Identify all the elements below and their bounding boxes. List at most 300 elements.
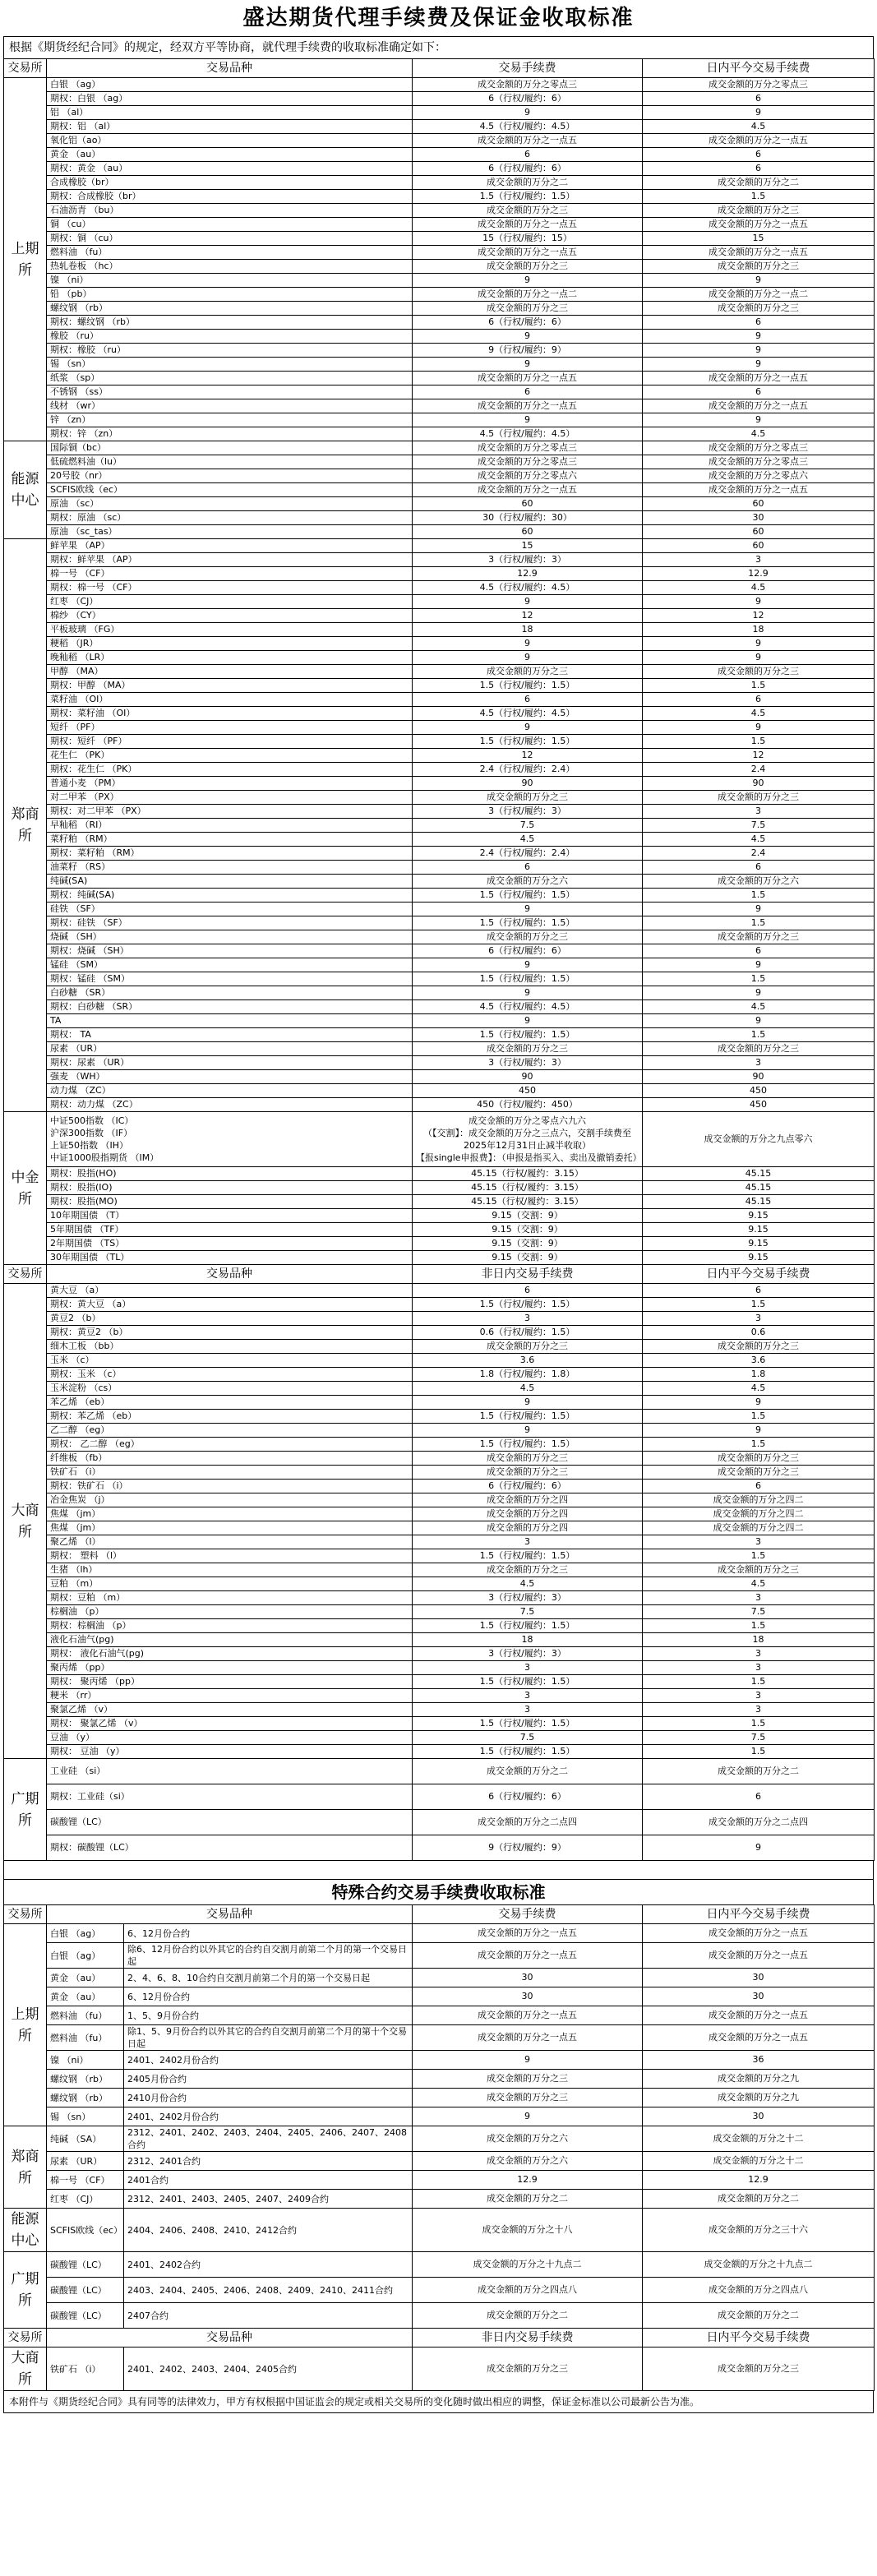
intraday-fee-cell: 成交金额的万分之三	[643, 302, 875, 316]
intraday-fee-cell: 成交金额的万分之一点五	[643, 1924, 875, 1943]
table-row	[4, 246, 875, 260]
table-row	[4, 455, 875, 469]
product-cell: 短纤 （PF）	[47, 721, 413, 735]
fee-cell: 7.5	[413, 1731, 643, 1745]
fee-cell: 3（行权/履约：3）	[413, 1647, 643, 1661]
table-row	[4, 1810, 875, 1835]
fee-cell: 60	[413, 497, 643, 511]
fee-cell: 2.4（行权/履约：2.4）	[413, 763, 643, 777]
fee-cell: 9	[413, 2107, 643, 2126]
table-row	[4, 665, 875, 679]
fee-cell: 成交金额的万分之六	[413, 2152, 643, 2171]
intraday-fee-cell: 成交金额的万分之六	[643, 875, 875, 889]
fee-cell: 成交金额的万分之三	[413, 2347, 643, 2391]
fee-cell: 9	[413, 106, 643, 120]
table-row	[4, 1251, 875, 1265]
exchange-cell: 中金所	[4, 1112, 47, 1265]
product-cell: 期权： 乙二醇 （eg）	[47, 1438, 413, 1452]
fee-cell: 6（行权/履约：6）	[413, 316, 643, 330]
table-row	[4, 972, 875, 986]
intraday-fee-cell: 成交金额的万分之一点五	[643, 246, 875, 260]
contract-cell: 1、5、9月份合约	[124, 2006, 413, 2025]
intraday-fee-cell: 9	[643, 413, 875, 427]
intraday-fee-cell: 4.5	[643, 1000, 875, 1014]
fee-cell: 9	[413, 413, 643, 427]
intraday-fee-cell: 成交金额的万分之零点六	[643, 469, 875, 483]
header-product: 交易品种	[47, 1905, 413, 1924]
fee-cell: 1.5（行权/履约：1.5）	[413, 679, 643, 693]
table-subheader-row	[4, 1265, 875, 1284]
special-row	[4, 2006, 875, 2025]
intraday-fee-cell: 成交金额的万分之一点五	[643, 2006, 875, 2025]
table-row	[4, 1619, 875, 1633]
product-cell: 黄大豆 （a）	[47, 1284, 413, 1298]
special-row	[4, 2126, 875, 2152]
product-cell: 黄金 （au）	[47, 148, 413, 162]
table-row	[4, 1209, 875, 1223]
product-cell: 期权：尿素 （UR）	[47, 1056, 413, 1070]
product-cell: 期权：短纤 （PF）	[47, 735, 413, 749]
footer-note: 本附件与《期货经纪合同》具有同等的法律效力，甲方有权根据中国证监会的规定或相关交易所的变化随时做出相应的调整，保证金标准以公司最新公告为准。	[3, 2391, 874, 2413]
intraday-fee-cell: 1.5	[643, 1619, 875, 1633]
fee-cell: 3.6	[413, 1354, 643, 1368]
intraday-fee-cell: 6	[643, 316, 875, 330]
intraday-fee-cell: 成交金额的万分之三	[643, 2347, 875, 2391]
fee-cell: 6	[413, 693, 643, 707]
product-cell: 期权：棉一号 （CF）	[47, 581, 413, 595]
product-cell: 冶金焦炭 （j）	[47, 1493, 413, 1507]
product-cell: 期权：铜 （cu）	[47, 232, 413, 246]
intraday-fee-cell: 成交金额的万分之四二	[643, 1507, 875, 1521]
product-cell	[47, 1112, 413, 1167]
table-row	[4, 483, 875, 497]
intraday-fee-cell: 6	[643, 1480, 875, 1493]
table-row	[4, 833, 875, 847]
product-cell: 玉米淀粉 （cs）	[47, 1382, 413, 1396]
contract-cell: 2401、2402月份合约	[124, 2051, 413, 2070]
fee-cell: 90	[413, 1070, 643, 1084]
fee-cell: 45.15（行权/履约：3.15）	[413, 1167, 643, 1181]
product-cell: 螺纹钢 （rb）	[47, 302, 413, 316]
fee-cell: 成交金额的万分之三	[413, 665, 643, 679]
product-cell: 碳酸锂（LC）	[47, 1810, 413, 1835]
product-cell: 2年期国债 （TS）	[47, 1237, 413, 1251]
intraday-fee-cell: 30	[643, 1969, 875, 1987]
table-row	[4, 847, 875, 861]
table-row	[4, 525, 875, 539]
product-cell: 期权：铁矿石 （i）	[47, 1480, 413, 1493]
special-row	[4, 2303, 875, 2329]
fee-cell: 成交金额的万分之零点三	[413, 455, 643, 469]
special-row	[4, 2152, 875, 2171]
product-cell: 纯碱(SA)	[47, 875, 413, 889]
intraday-fee-cell: 成交金额的万分之十二	[643, 2152, 875, 2171]
fee-cell: 9.15（交割：9）	[413, 1209, 643, 1223]
product-cell: 油菜籽 （RS）	[47, 861, 413, 875]
table-row	[4, 288, 875, 302]
table-row	[4, 1521, 875, 1535]
product-line: 中证1000股指期货 （IM）	[50, 1152, 159, 1163]
table-row	[4, 1784, 875, 1810]
special-row	[4, 2252, 875, 2278]
exchange-cell: 广期所	[4, 1759, 47, 1861]
intraday-fee-cell: 4.5	[643, 427, 875, 441]
product-cell: 铜 （cu）	[47, 218, 413, 232]
product-cell: 期权： 聚氯乙烯 （v）	[47, 1717, 413, 1731]
special-row	[4, 2171, 875, 2190]
intraday-fee-cell: 36	[643, 2051, 875, 2070]
table-row	[4, 930, 875, 944]
product-cell: 期权：玉米 （c）	[47, 1368, 413, 1382]
header-product: 交易品种	[47, 2329, 413, 2347]
table-row	[4, 986, 875, 1000]
intraday-fee-cell: 3	[643, 1689, 875, 1703]
table-row	[4, 721, 875, 735]
product-cell: 期权：锰硅 （SM）	[47, 972, 413, 986]
fee-cell: 30	[413, 1969, 643, 1987]
fee-cell: 9	[413, 637, 643, 651]
intraday-fee-cell: 3	[643, 1056, 875, 1070]
table-row	[4, 78, 875, 92]
intraday-fee-cell: 成交金额的万分之二	[643, 176, 875, 190]
intraday-fee-cell: 45.15	[643, 1181, 875, 1195]
fee-cell: 9.15（交割：9）	[413, 1237, 643, 1251]
table-row	[4, 1633, 875, 1647]
fee-cell: 9	[413, 1424, 643, 1438]
table-row	[4, 302, 875, 316]
product-cell: 20号胶（nr）	[47, 469, 413, 483]
header-intraday: 日内平今交易手续费	[643, 59, 875, 78]
special-subheader-row	[4, 2329, 875, 2347]
product-cell: 期权：甲醇 （MA）	[47, 679, 413, 693]
intraday-fee-cell: 30	[643, 511, 875, 525]
exchange-cell: 郑商所	[4, 2126, 47, 2209]
product-cell: 聚乙烯 （l）	[47, 1535, 413, 1549]
table-row	[4, 1098, 875, 1112]
intraday-fee-cell: 成交金额的万分之三	[643, 930, 875, 944]
product-cell: 棉纱 （CY）	[47, 609, 413, 623]
special-row	[4, 2051, 875, 2070]
table-row	[4, 581, 875, 595]
product-cell: 期权： 塑料 （l）	[47, 1549, 413, 1563]
product-cell: 铅 （pb）	[47, 288, 413, 302]
intraday-fee-cell: 成交金额的万分之三	[643, 260, 875, 274]
table-row	[4, 204, 875, 218]
table-row	[4, 805, 875, 819]
product-cell: 碳酸锂（LC）	[47, 2303, 124, 2329]
header-intraday: 日内平今交易手续费	[643, 1265, 875, 1284]
fee-cell: 成交金额的万分之四点八	[413, 2278, 643, 2303]
product-cell: 5年期国债 （TF）	[47, 1223, 413, 1237]
fee-cell: 成交金额的万分之二	[413, 2303, 643, 2329]
product-cell: 烧碱 （SH）	[47, 930, 413, 944]
table-row	[4, 1731, 875, 1745]
product-cell: 甲醇 （MA）	[47, 665, 413, 679]
fee-cell: 9	[413, 2051, 643, 2070]
product-cell: 期权：花生仁 （PK）	[47, 763, 413, 777]
fee-cell: 0.6（行权/履约：1.5）	[413, 1326, 643, 1340]
product-cell: 锡 （sn）	[47, 358, 413, 372]
fee-cell: 成交金额的万分之零点三	[413, 441, 643, 455]
contract-cell: 2403、2404、2405、2406、2408、2409、2410、2411合约	[124, 2278, 413, 2303]
intraday-fee-cell: 9	[643, 106, 875, 120]
intraday-fee-cell: 9	[643, 651, 875, 665]
table-row	[4, 1493, 875, 1507]
intraday-fee-cell: 60	[643, 539, 875, 553]
table-row	[4, 889, 875, 903]
intraday-fee-cell: 450	[643, 1084, 875, 1098]
product-cell: 强麦 （WH）	[47, 1070, 413, 1084]
intraday-fee-cell: 1.5	[643, 1410, 875, 1424]
product-cell: 纯碱 （SA）	[47, 2126, 124, 2152]
fee-cell: 成交金额的万分之十九点二	[413, 2252, 643, 2278]
fee-cell: 成交金额的万分之四	[413, 1493, 643, 1507]
product-cell: 尿素 （UR）	[47, 1042, 413, 1056]
product-cell: 螺纹钢 （rb）	[47, 2089, 124, 2107]
intraday-fee-cell: 9	[643, 358, 875, 372]
header-exchange: 交易所	[4, 1905, 47, 1924]
product-cell: 粳米 （rr）	[47, 1689, 413, 1703]
fee-cell: 成交金额的万分之六	[413, 875, 643, 889]
table-row	[4, 497, 875, 511]
product-cell: 棉一号 （CF）	[47, 567, 413, 581]
intraday-fee-cell: 9.15	[643, 1237, 875, 1251]
table-row	[4, 120, 875, 134]
product-cell: 30年期国债 （TL）	[47, 1251, 413, 1265]
product-cell: 白银 （ag）	[47, 1943, 124, 1969]
table-row	[4, 427, 875, 441]
product-cell: 工业硅 （si）	[47, 1759, 413, 1784]
contract-cell: 2405月份合约	[124, 2070, 413, 2089]
table-row	[4, 344, 875, 358]
intraday-fee-cell: 60	[643, 497, 875, 511]
product-cell: 锌 （zn）	[47, 413, 413, 427]
table-row	[4, 1112, 875, 1167]
intraday-fee-cell: 成交金额的万分之三	[643, 1563, 875, 1577]
fee-cell: 4.5	[413, 833, 643, 847]
page-title: 盛达期货代理手续费及保证金收取标准	[242, 6, 635, 30]
table-row	[4, 1410, 875, 1424]
product-cell: 期权：股指(IO)	[47, 1181, 413, 1195]
product-cell: 碳酸锂（LC）	[47, 2278, 124, 2303]
product-cell: 期权： TA	[47, 1028, 413, 1042]
table-row	[4, 1070, 875, 1084]
intraday-fee-cell: 12	[643, 609, 875, 623]
intraday-fee-cell: 成交金额的万分之四点八	[643, 2278, 875, 2303]
fee-cell: 成交金额的万分之三	[413, 204, 643, 218]
product-cell: 对二甲苯 （PX）	[47, 791, 413, 805]
product-cell: 硅铁 （SF）	[47, 903, 413, 916]
table-row	[4, 791, 875, 805]
table-row	[4, 148, 875, 162]
intraday-fee-cell: 4.5	[643, 1382, 875, 1396]
product-cell: 锰硅 （SM）	[47, 958, 413, 972]
fee-cell: 9	[413, 721, 643, 735]
product-cell: 镍 （ni）	[47, 2051, 124, 2070]
header-exchange: 交易所	[4, 1265, 47, 1284]
special-row	[4, 2278, 875, 2303]
table-row	[4, 1056, 875, 1070]
fee-cell: 9	[413, 958, 643, 972]
intraday-fee-cell: 9	[643, 637, 875, 651]
product-cell: 期权：黄金 （au）	[47, 162, 413, 176]
fee-cell: 成交金额的万分之三	[413, 1042, 643, 1056]
table-header-row	[4, 59, 875, 78]
table-row	[4, 1438, 875, 1452]
intraday-fee-cell: 1.5	[643, 916, 875, 930]
fee-cell: 成交金额的万分之零点六	[413, 469, 643, 483]
product-cell: 尿素 （UR）	[47, 2152, 124, 2171]
intraday-fee-cell: 4.5	[643, 833, 875, 847]
intraday-fee-cell: 0.6	[643, 1326, 875, 1340]
fee-cell: 1.5（行权/履约：1.5）	[413, 190, 643, 204]
product-cell: 原油 （sc）	[47, 497, 413, 511]
intraday-fee-cell: 9	[643, 1396, 875, 1410]
intraday-fee-cell: 成交金额的万分之二	[643, 2303, 875, 2329]
table-row	[4, 1312, 875, 1326]
fee-cell: 成交金额的万分之三	[413, 302, 643, 316]
fee-cell: 450（行权/履约：450）	[413, 1098, 643, 1112]
intraday-fee-cell: 7.5	[643, 1731, 875, 1745]
intraday-fee-cell: 成交金额的万分之一点五	[643, 218, 875, 232]
fee-cell: 9	[413, 651, 643, 665]
table-row	[4, 609, 875, 623]
product-cell: 苯乙烯 （eb）	[47, 1396, 413, 1410]
intraday-fee-cell: 3	[643, 805, 875, 819]
product-cell: 晚籼稻 （LR）	[47, 651, 413, 665]
intraday-fee-cell: 3	[643, 1647, 875, 1661]
table-row	[4, 819, 875, 833]
intraday-fee-cell: 9.15	[643, 1209, 875, 1223]
fee-cell: 成交金额的万分之三	[413, 2070, 643, 2089]
intraday-fee-cell: 成交金额的万分之三	[643, 1466, 875, 1480]
product-cell: 平板玻璃 （FG）	[47, 623, 413, 637]
intraday-fee-cell: 9.15	[643, 1223, 875, 1237]
fee-cell: 6（行权/履约：6）	[413, 944, 643, 958]
intraday-fee-cell: 60	[643, 525, 875, 539]
table-row	[4, 1167, 875, 1181]
table-row	[4, 875, 875, 889]
fee-cell: 1.5（行权/履约：1.5）	[413, 1028, 643, 1042]
intraday-fee-cell: 成交金额的万分之十九点二	[643, 2252, 875, 2278]
fee-cell: 成交金额的万分之一点五	[413, 2025, 643, 2051]
intraday-fee-cell: 1.8	[643, 1368, 875, 1382]
intraday-fee-cell: 成交金额的万分之九	[643, 2089, 875, 2107]
fee-cell: 1.5（行权/履约：1.5）	[413, 889, 643, 903]
product-cell: 期权：工业硅（si）	[47, 1784, 413, 1810]
fee-cell: 成交金额的万分之一点五	[413, 218, 643, 232]
fee-cell: 1.5（行权/履约：1.5）	[413, 1438, 643, 1452]
table-row	[4, 944, 875, 958]
table-row	[4, 1759, 875, 1784]
table-row	[4, 567, 875, 581]
table-row	[4, 1535, 875, 1549]
header-intraday: 日内平今交易手续费	[643, 2329, 875, 2347]
special-row	[4, 2347, 875, 2391]
product-cell: 期权： 豆油 （y）	[47, 1745, 413, 1759]
product-cell: 燃料油 （fu）	[47, 246, 413, 260]
table-row	[4, 693, 875, 707]
fee-cell: 成交金额的万分之六	[413, 2126, 643, 2152]
fee-cell: 6	[413, 861, 643, 875]
fee-cell: 1.5（行权/履约：1.5）	[413, 1410, 643, 1424]
fee-cell: 成交金额的万分之一点五	[413, 399, 643, 413]
intraday-fee-cell: 成交金额的万分之二	[643, 1759, 875, 1784]
fee-cell: 成交金额的万分之四	[413, 1507, 643, 1521]
fee-cell: 4.5	[413, 1577, 643, 1591]
intraday-fee-cell: 成交金额的万分之一点五	[643, 399, 875, 413]
special-fee-table	[3, 1904, 875, 2391]
exchange-cell: 郑商所	[4, 539, 47, 1112]
intraday-fee-cell: 9	[643, 344, 875, 358]
table-row	[4, 1000, 875, 1014]
product-cell: 期权： 聚丙烯 （pp）	[47, 1675, 413, 1689]
fee-cell: 7.5	[413, 1605, 643, 1619]
special-row	[4, 1969, 875, 1987]
intraday-fee-cell: 成交金额的万分之三	[643, 1042, 875, 1056]
product-cell: 普通小麦 （PM）	[47, 777, 413, 791]
table-row	[4, 1368, 875, 1382]
fee-cell: 9.15（交割：9）	[413, 1223, 643, 1237]
intraday-fee-cell: 450	[643, 1098, 875, 1112]
fee-cell: 成交金额的万分之四	[413, 1521, 643, 1535]
contract-cell: 2404、2406、2408、2410、2412合约	[124, 2209, 413, 2252]
intraday-fee-cell: 3.6	[643, 1354, 875, 1368]
fee-cell: 3	[413, 1535, 643, 1549]
intraday-fee-cell: 成交金额的万分之十二	[643, 2126, 875, 2152]
intraday-fee-cell: 成交金额的万分之二点四	[643, 1810, 875, 1835]
product-cell: 低硫燃料油（lu）	[47, 455, 413, 469]
contract-cell: 6、12月份合约	[124, 1924, 413, 1943]
fee-cell: 成交金额的万分之一点五	[413, 483, 643, 497]
special-row	[4, 2209, 875, 2252]
table-row	[4, 134, 875, 148]
table-row	[4, 1745, 875, 1759]
table-row	[4, 1340, 875, 1354]
fee-cell: 4.5	[413, 1382, 643, 1396]
table-row	[4, 92, 875, 106]
fee-cell: 成交金额的万分之十八	[413, 2209, 643, 2252]
product-cell: 期权：苯乙烯 （eb）	[47, 1410, 413, 1424]
special-row	[4, 2070, 875, 2089]
intraday-fee-cell: 3	[643, 1703, 875, 1717]
table-row	[4, 399, 875, 413]
contract-cell: 6、12月份合约	[124, 1987, 413, 2006]
intraday-fee-cell: 1.5	[643, 972, 875, 986]
fee-cell: 成交金额的万分之二点四	[413, 1810, 643, 1835]
table-row	[4, 1661, 875, 1675]
intraday-fee-cell: 成交金额的万分之四二	[643, 1493, 875, 1507]
product-cell: 铝 （al）	[47, 106, 413, 120]
fee-cell: 18	[413, 1633, 643, 1647]
product-cell: 期权：股指(MO)	[47, 1195, 413, 1209]
product-cell: 期权：硅铁 （SF）	[47, 916, 413, 930]
fee-cell: 4.5（行权/履约：4.5）	[413, 581, 643, 595]
fee-cell: 12	[413, 749, 643, 763]
special-row	[4, 1924, 875, 1943]
intraday-fee-cell: 9	[643, 595, 875, 609]
contract-cell: 2401、2402合约	[124, 2252, 413, 2278]
table-row	[4, 623, 875, 637]
fee-cell: 成交金额的万分之三	[413, 1340, 643, 1354]
intraday-fee-cell: 7.5	[643, 1605, 875, 1619]
table-row	[4, 1549, 875, 1563]
fee-cell: 9（行权/履约：9）	[413, 1835, 643, 1861]
fee-cell: 7.5	[413, 819, 643, 833]
product-cell: 石油沥青 （bu）	[47, 204, 413, 218]
intraday-fee-cell: 9	[643, 958, 875, 972]
intraday-fee-cell: 成交金额的万分之三	[643, 1452, 875, 1466]
